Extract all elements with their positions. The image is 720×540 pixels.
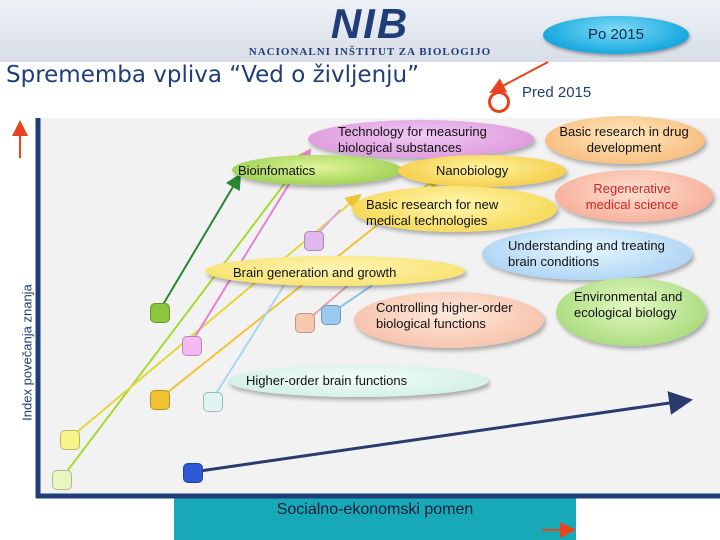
connector-navy (193, 400, 690, 472)
label-higher-order: Higher-order brain functions (246, 373, 408, 388)
po-arrow (493, 62, 548, 91)
marker-pink (182, 336, 202, 356)
marker-green (150, 303, 170, 323)
institute-name: NACIONALNI INŠTITUT ZA BIOLOGIJO (248, 46, 492, 58)
marker-mint (203, 392, 223, 412)
nib-logo: NIB (330, 0, 410, 47)
label-brain-conditions: Understanding and treating brain conditions (508, 238, 665, 269)
marker-pale-green (52, 470, 72, 490)
marker-light-blue (321, 305, 341, 325)
marker-yellow (150, 390, 170, 410)
po-2015-bubble: Po 2015 (543, 16, 689, 54)
slide-title: Sprememba vpliva “Ved o življenju” (6, 62, 420, 88)
label-regenerative: Regenerative medical science (585, 181, 679, 212)
label-technology: Technology for measuring biological substances (338, 124, 487, 155)
label-new-medical: Basic research for new medical technologies (366, 197, 499, 228)
label-environmental: Environmental and ecological biology (574, 289, 683, 320)
x-axis-label: Socialno-ekonomski pomen (276, 501, 474, 518)
pred-2015-label: Pred 2015 (522, 84, 592, 101)
marker-peach (295, 313, 315, 333)
label-bioinformatics: Bioinfomatics (238, 163, 316, 178)
pred-circle-marker (488, 91, 510, 113)
label-drug: Basic research in drug development (559, 124, 689, 155)
connector-lime (62, 150, 310, 478)
label-nanobiology: Nanobiology (436, 163, 509, 178)
marker-blue (183, 463, 203, 483)
marker-lavender (304, 231, 324, 251)
label-higher-order-control: Controlling higher-order biological functions (376, 300, 513, 331)
marker-light-yellow (60, 430, 80, 450)
label-brain-generation: Brain generation and growth (233, 265, 397, 280)
y-axis-label: Index povečanja znanja (19, 284, 35, 421)
